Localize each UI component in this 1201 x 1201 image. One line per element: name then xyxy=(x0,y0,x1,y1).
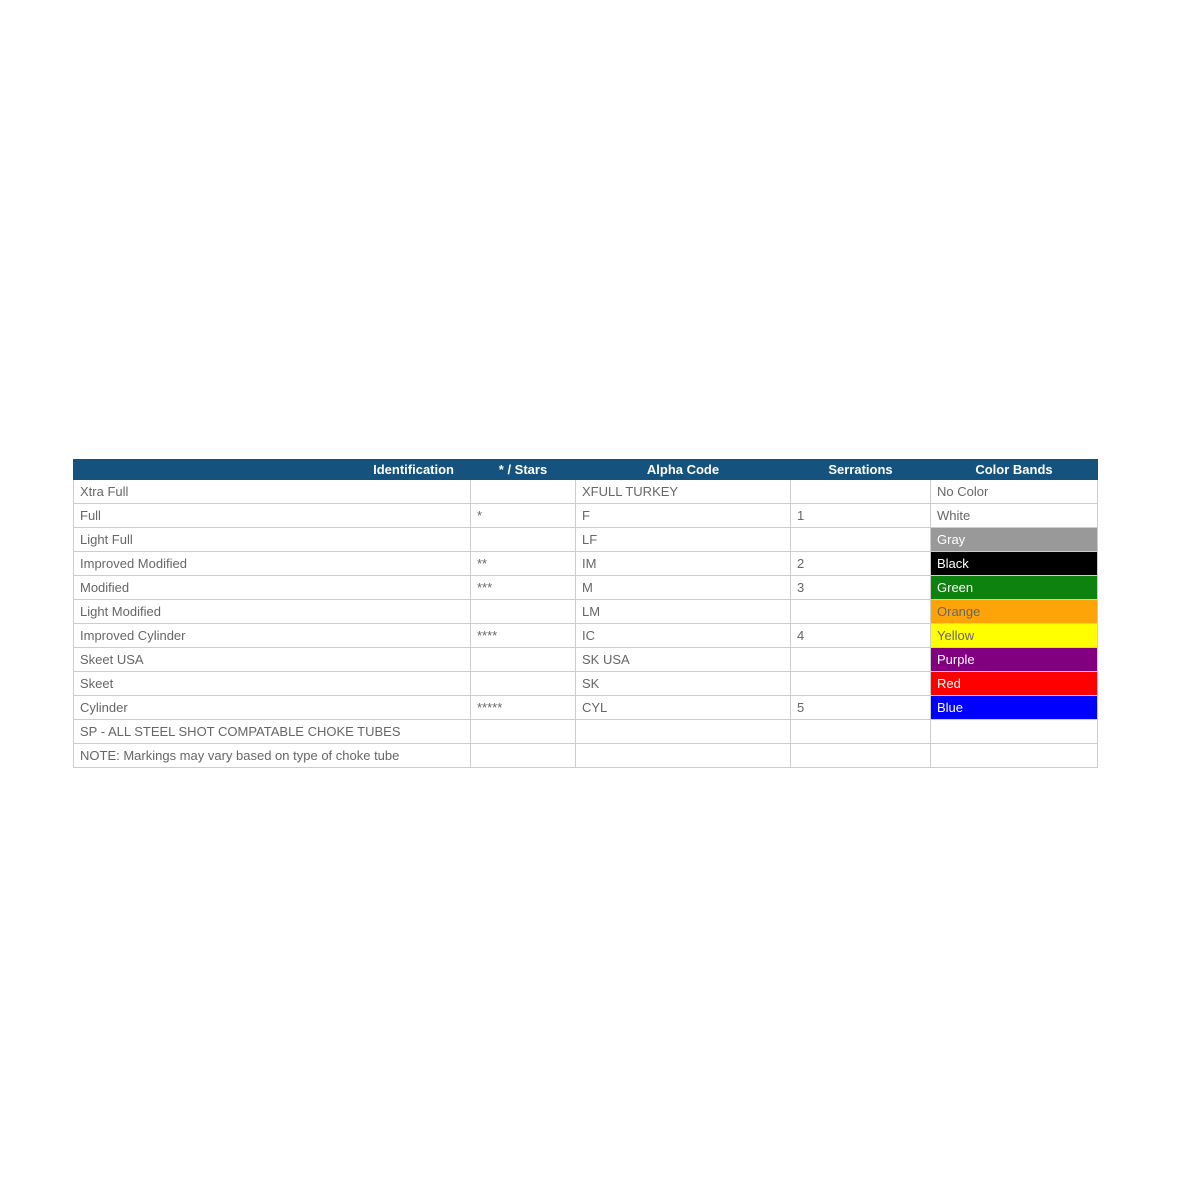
cell-serrations: 5 xyxy=(791,696,931,720)
cell-color-band: Gray xyxy=(931,528,1098,552)
cell-color-band: Green xyxy=(931,576,1098,600)
cell-serrations: 2 xyxy=(791,552,931,576)
cell-serrations xyxy=(791,672,931,696)
table-row xyxy=(74,744,1098,768)
cell-serrations: 3 xyxy=(791,576,931,600)
cell-serrations xyxy=(791,528,931,552)
table-row xyxy=(74,720,1098,744)
cell-color-band: No Color xyxy=(931,480,1098,504)
cell-identification: NOTE: Markings may vary based on type of choke tube xyxy=(74,744,471,768)
cell-identification: Light Full xyxy=(74,528,471,552)
cell-alpha-code: IC xyxy=(576,624,791,648)
cell-color-band: Purple xyxy=(931,648,1098,672)
cell-serrations: 1 xyxy=(791,504,931,528)
cell-alpha-code: LM xyxy=(576,600,791,624)
cell-alpha-code: F xyxy=(576,504,791,528)
cell-alpha-code: IM xyxy=(576,552,791,576)
cell-stars xyxy=(471,744,576,768)
cell-stars xyxy=(471,480,576,504)
cell-color-band xyxy=(931,720,1098,744)
column-header-color-bands: Color Bands xyxy=(931,460,1098,480)
cell-identification: Full xyxy=(74,504,471,528)
table-row xyxy=(74,672,1098,696)
column-header-alpha-code: Alpha Code xyxy=(576,460,791,480)
table-row xyxy=(74,600,1098,624)
cell-serrations: 4 xyxy=(791,624,931,648)
cell-identification: Skeet USA xyxy=(74,648,471,672)
cell-stars: ***** xyxy=(471,696,576,720)
cell-color-band: Blue xyxy=(931,696,1098,720)
cell-color-band: White xyxy=(931,504,1098,528)
cell-alpha-code xyxy=(576,744,791,768)
cell-alpha-code: XFULL TURKEY xyxy=(576,480,791,504)
cell-stars xyxy=(471,600,576,624)
cell-identification: Skeet xyxy=(74,672,471,696)
cell-serrations xyxy=(791,744,931,768)
cell-alpha-code: LF xyxy=(576,528,791,552)
cell-stars: *** xyxy=(471,576,576,600)
cell-identification: Improved Cylinder xyxy=(74,624,471,648)
cell-stars xyxy=(471,672,576,696)
page xyxy=(73,459,1098,768)
cell-serrations xyxy=(791,648,931,672)
cell-stars xyxy=(471,648,576,672)
cell-serrations xyxy=(791,600,931,624)
cell-stars: **** xyxy=(471,624,576,648)
column-header-stars: * / Stars xyxy=(471,460,576,480)
cell-color-band: Orange xyxy=(931,600,1098,624)
column-header-serrations: Serrations xyxy=(791,460,931,480)
table-row xyxy=(74,648,1098,672)
cell-identification: Modified xyxy=(74,576,471,600)
table-row xyxy=(74,552,1098,576)
cell-serrations xyxy=(791,720,931,744)
cell-stars xyxy=(471,720,576,744)
table-row xyxy=(74,528,1098,552)
table-row xyxy=(74,624,1098,648)
cell-color-band: Black xyxy=(931,552,1098,576)
cell-alpha-code: SK USA xyxy=(576,648,791,672)
table-row xyxy=(74,504,1098,528)
cell-identification: Xtra Full xyxy=(74,480,471,504)
table-row xyxy=(74,576,1098,600)
table-row xyxy=(74,480,1098,504)
cell-color-band: Yellow xyxy=(931,624,1098,648)
cell-alpha-code: SK xyxy=(576,672,791,696)
cell-color-band: Red xyxy=(931,672,1098,696)
cell-stars: ** xyxy=(471,552,576,576)
cell-identification: Cylinder xyxy=(74,696,471,720)
cell-color-band xyxy=(931,744,1098,768)
cell-stars xyxy=(471,528,576,552)
cell-alpha-code: CYL xyxy=(576,696,791,720)
cell-identification: SP - ALL STEEL SHOT COMPATABLE CHOKE TUBES xyxy=(74,720,471,744)
choke-tube-identification-table xyxy=(73,459,1098,768)
cell-stars: * xyxy=(471,504,576,528)
cell-alpha-code: M xyxy=(576,576,791,600)
column-header-identification: Identification xyxy=(74,460,471,480)
cell-identification: Improved Modified xyxy=(74,552,471,576)
cell-alpha-code xyxy=(576,720,791,744)
header-row xyxy=(74,460,1098,480)
table-row xyxy=(74,696,1098,720)
cell-serrations xyxy=(791,480,931,504)
cell-identification: Light Modified xyxy=(74,600,471,624)
